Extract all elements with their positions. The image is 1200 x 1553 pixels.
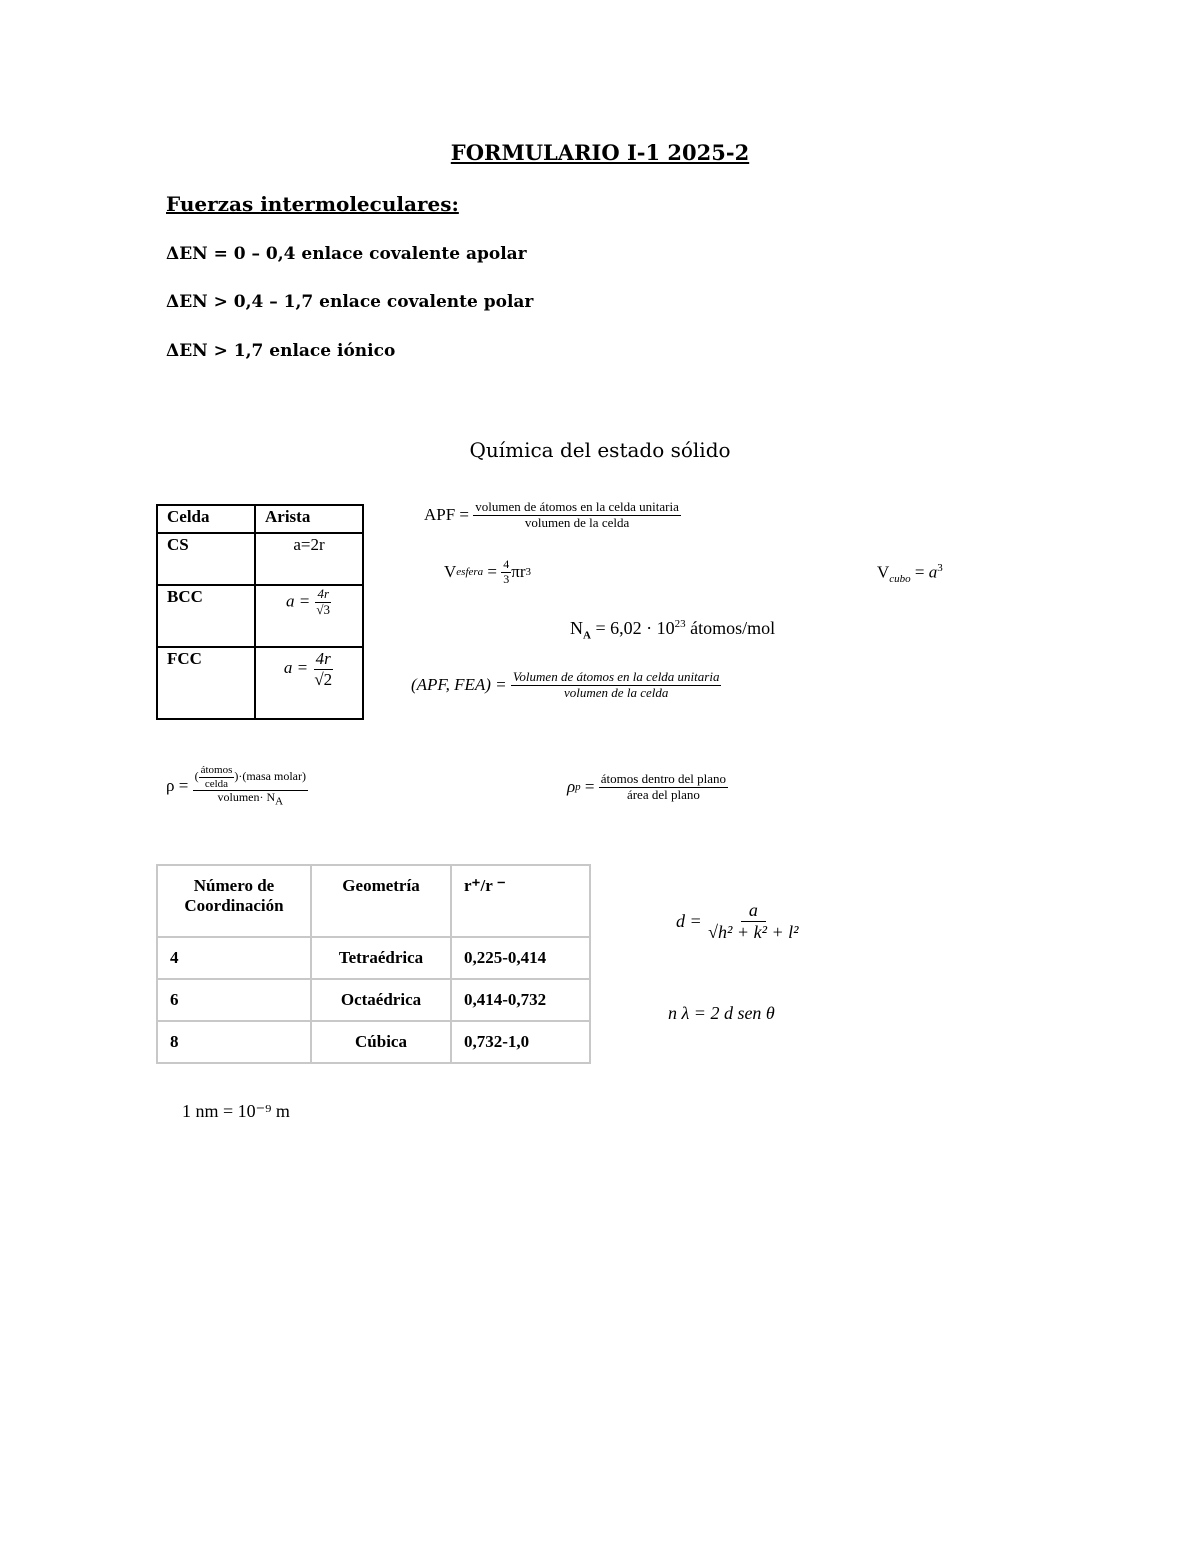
en-line-polar: ΔEN > 0,4 – 1,7 enlace covalente polar <box>166 292 534 312</box>
cell-name: CS <box>157 533 255 585</box>
table-header-row <box>157 865 590 937</box>
v-cubo-rhs: a <box>928 562 938 582</box>
edge-num: 4r <box>315 649 331 668</box>
v-esfera-lhs: V <box>444 562 457 582</box>
row-ratio: 0,414-0,732 <box>451 979 590 1021</box>
density-den: volumen· N <box>217 790 276 805</box>
header-arista: Arista <box>255 505 363 533</box>
row-number: 6 <box>157 979 311 1021</box>
density-lhs: ρ = <box>166 776 189 796</box>
edge-lhs: a = <box>283 657 309 677</box>
v-esfera-num: 4 <box>503 557 510 571</box>
density-inner-num: átomos <box>200 764 233 776</box>
row-ratio: 0,732-1,0 <box>451 1021 590 1063</box>
planar-sub: p <box>575 781 581 794</box>
solid-state-heading: Química del estado sólido <box>469 438 731 462</box>
row-number: 4 <box>157 937 311 979</box>
header-coordination: Número de Coordinación <box>157 865 311 937</box>
planar-eq: = <box>584 777 595 797</box>
interplanar-den: √h² + k² + l² <box>708 921 799 942</box>
apf-den: volumen de la celda <box>524 514 630 530</box>
v-cubo-sub: cubo <box>889 573 911 586</box>
edge-den: √3 <box>316 601 331 617</box>
header-celda: Celda <box>157 505 255 533</box>
table-row <box>157 937 590 979</box>
avogadro-formula <box>570 618 775 642</box>
apf-formula <box>424 500 681 531</box>
bragg-formula: n λ = 2 d sen θ <box>668 1003 775 1023</box>
table-row <box>157 533 363 585</box>
cell-edge <box>255 585 363 647</box>
apf-fea-num: Volumen de átomos en la celda unitaria <box>512 669 720 684</box>
row-number: 8 <box>157 1021 311 1063</box>
density-den-sub: A <box>275 795 284 808</box>
apf-num: volumen de átomos en la celda unitaria <box>475 499 679 514</box>
nm-conversion: 1 nm = 10⁻⁹ m <box>182 1101 290 1121</box>
en-line-apolar: ΔEN = 0 – 0,4 enlace covalente apolar <box>166 244 527 264</box>
avogadro-lhs: N <box>570 618 583 638</box>
density-mid: ·(masa molar) <box>238 769 306 784</box>
edge-den: √2 <box>314 669 333 689</box>
cell-edge: a=2r <box>255 533 363 585</box>
v-esfera-sup: 3 <box>525 566 532 579</box>
avogadro-rhs: = 6,02 · 10 <box>595 618 675 638</box>
table-row <box>157 979 590 1021</box>
table-row <box>157 647 363 719</box>
row-geometry: Octaédrica <box>311 979 451 1021</box>
density-formula: ρ = ( $\frac{\text{átomos}}{\text{celda}}$ ) ·(masa molar) volumen· $N_A$ <box>166 764 306 808</box>
table-header-row <box>157 505 363 533</box>
row-ratio: 0,225-0,414 <box>451 937 590 979</box>
table-row <box>157 585 363 647</box>
cell-name: BCC <box>157 585 255 647</box>
interplanar-num: a <box>741 900 766 922</box>
apf-fea-den: volumen de la celda <box>564 684 669 700</box>
cell-name: FCC <box>157 647 255 719</box>
avogadro-sub: A <box>583 629 591 642</box>
intermolecular-heading: Fuerzas intermoleculares: <box>166 192 459 216</box>
edge-num: 4r <box>317 586 330 601</box>
apf-lhs: APF = <box>424 505 470 525</box>
v-esfera-eq: = <box>487 562 498 582</box>
cell-edge <box>255 647 363 719</box>
v-esfera-formula <box>444 558 531 587</box>
v-cubo-lhs: V <box>877 562 890 582</box>
header-geometry: Geometría <box>311 865 451 937</box>
v-esfera-rhs: πr <box>511 562 526 582</box>
interplanar-lhs: d = <box>676 910 702 931</box>
en-line-ionic: ΔEN > 1,7 enlace iónico <box>166 341 396 361</box>
planar-den: área del plano <box>626 786 700 802</box>
v-esfera-den: 3 <box>503 571 510 586</box>
v-cubo-formula <box>877 562 943 585</box>
row-geometry: Cúbica <box>311 1021 451 1063</box>
cell-edge-table <box>156 504 364 720</box>
avogadro-unit: átomos/mol <box>690 618 776 638</box>
header-ratio: r⁺/r ⁻ <box>451 865 590 937</box>
planar-num: átomos dentro del plano <box>600 771 727 786</box>
edge-lhs: a = <box>285 591 311 611</box>
v-cubo-eq: = <box>914 562 925 582</box>
planar-density-formula <box>567 772 728 803</box>
page-title: FORMULARIO I-1 2025-2 <box>450 140 750 165</box>
avogadro-sup: 23 <box>674 618 686 630</box>
row-geometry: Tetraédrica <box>311 937 451 979</box>
apf-fea-formula <box>411 670 721 701</box>
planar-lhs: ρ <box>567 777 576 797</box>
density-inner-den: celda <box>204 777 229 790</box>
v-esfera-sub: esfera <box>456 566 484 579</box>
table-row <box>157 1021 590 1063</box>
v-cubo-sup: 3 <box>937 562 943 574</box>
interplanar-formula <box>676 900 801 942</box>
coordination-table <box>156 864 591 1064</box>
apf-fea-lhs: (APF, FEA) = <box>411 675 507 695</box>
